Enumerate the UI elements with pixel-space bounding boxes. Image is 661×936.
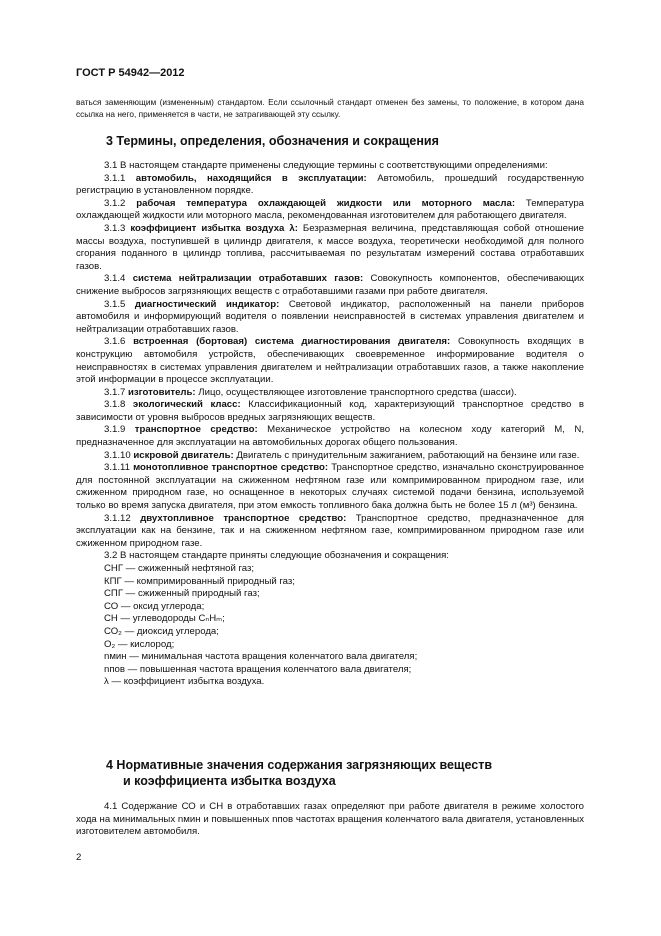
- abbreviation-item: λ — коэффициент избытка воздуха.: [104, 676, 265, 688]
- term-text: Безразмерная величина, представляющая собой отношение массы воздуха, поступившей в цилиндр двигателя, к массе воздуха, теоретически необходимой для полного сгорания поданного в цилиндр топлива, рассчитываемая по результатам измерений состава отработавших газов.: [76, 222, 585, 272]
- abbreviation-item: СО — оксид углерода;: [104, 600, 205, 612]
- abbreviations-list: [76, 563, 584, 689]
- term-name: двухтопливное транспортное средство:: [140, 512, 347, 524]
- term-definition: [76, 450, 584, 463]
- term-definition: [76, 462, 584, 512]
- term-name: транспортное средство:: [134, 424, 258, 436]
- abbreviation-item: СО₂ — диоксид углерода;: [104, 625, 219, 637]
- paragraph-3-1: 3.1 В настоящем стандарте применены следующие термины с соответствующими определениями:: [104, 160, 548, 171]
- term-number: 3.1.10: [104, 449, 131, 461]
- term-number: 3.1.4: [104, 273, 126, 285]
- term-text: Автомобиль, прошедший государственную регистрацию в установленном порядке.: [76, 172, 585, 197]
- term-name: рабочая температура охлаждающей жидкости или моторного масла:: [136, 197, 516, 209]
- term-number: 3.1.7: [104, 386, 126, 398]
- term-definition: [76, 223, 584, 273]
- term-name: система нейтрализации отработавших газов:: [132, 273, 364, 285]
- terms-list: [76, 173, 584, 551]
- abbreviation-item: nпов — повышенная частота вращения коленчатого вала двигателя;: [104, 663, 412, 675]
- term-definition: [76, 399, 584, 424]
- term-text: Совокупность компонентов, обеспечивающих снижение выбросов загрязняющих веществ с отработавшими газами при работе двигателя.: [76, 273, 584, 297]
- term-definition: [76, 336, 584, 386]
- abbreviation-item: СНГ — сжиженный нефтяной газ;: [104, 563, 255, 574]
- section-4-title-line-1: 4 Нормативные значения содержания загрязняющих веществ: [106, 758, 493, 772]
- page-number: 2: [76, 852, 82, 863]
- term-definition: [76, 198, 584, 223]
- section-4-title-line-2: и коэффициента избытка воздуха: [123, 774, 336, 788]
- section-3-title: 3 Термины, определения, обозначения и сокращения: [106, 134, 439, 148]
- document-header: ГОСТ Р 54942—2012: [76, 67, 185, 79]
- term-name: встроенная (бортовая) система диагностирования двигателя:: [133, 336, 451, 348]
- term-text: Лицо, осуществляющее изготовление транспортного средства (шасси).: [198, 386, 517, 398]
- term-text: Двигатель с принудительным зажиганием, работающий на бензине или газе.: [236, 449, 580, 461]
- term-name: диагностический индикатор:: [134, 298, 280, 310]
- abbreviation-item: СПГ — сжиженный природный газ;: [104, 588, 260, 600]
- term-text: Классификационный код, характеризующий транспортное средство в зависимости от уровня выбросов вредных загрязняющих веществ.: [76, 399, 584, 423]
- term-number: 3.1.2: [104, 197, 126, 209]
- term-definition: [76, 387, 584, 400]
- term-name: искровой двигатель:: [133, 449, 234, 461]
- term-number: 3.1.3: [104, 222, 126, 234]
- term-name: экологический класс:: [132, 399, 241, 411]
- term-number: 3.1.6: [104, 336, 126, 348]
- term-definition: [76, 173, 584, 198]
- term-text: Температура охлаждающей жидкости или моторного масла, рекомендованная изготовителем для работающего двигателя.: [76, 197, 584, 222]
- term-text: Транспортное средство, изначально сконструированное для постоянной эксплуатации на сжиженном нефтяном газе или компримированном природном газе, или сжиженном природном газе, но оснащенное в некоторых случаях системой подачи бензина, используемой только во время запуска двигателя, при этом емкость топливного бака должна быть не более 15 л (м³) бензина.: [76, 462, 584, 512]
- abbreviation-item: СН — углеводороды CₙHₘ;: [104, 613, 225, 625]
- term-definition: [76, 299, 584, 337]
- section-4-body: [76, 801, 584, 839]
- section-3-body: [76, 160, 584, 689]
- abbreviation-item: О₂ — кислород;: [104, 638, 175, 650]
- term-number: 3.1.12: [104, 512, 131, 524]
- term-name: монотопливное транспортное средство:: [133, 462, 329, 474]
- intro-paragraph: ваться заменяющим (измененным) стандартом. Если ссылочный стандарт отменен без замены, то положение, в котором дана ссылка на него, применяется в части, не затрагивающей эту ссылку.: [76, 97, 584, 119]
- term-text: Совокупность входящих в конструкцию автомобиля устройств, обеспечивающих своевременное информирование водителя о неисправностях в системах управления двигателем и нейтрализации отработавших газов, а также накопление этой информации в процессе эксплуатации.: [76, 336, 584, 386]
- paragraph-4-1: 4.1 Содержание СО и СН в отработавших газах определяют при работе двигателя в режиме холостого хода на минимальных nмин и повышенных nпов частотах вращения коленчатого вала двигателя, установленных изготовителем автомобиля.: [76, 801, 584, 838]
- term-number: 3.1.5: [104, 298, 126, 310]
- term-text: Световой индикатор, расположенный на панели приборов автомобиля и информирующий водителя о появлении неисправностей в системах управления двигателем и нейтрализации отработавших газов.: [76, 298, 584, 335]
- term-definition: [76, 513, 584, 551]
- term-text: Механическое устройство на колесном ходу категорий M, N, предназначенное для эксплуатации на автомобильных дорогах общего пользования.: [76, 424, 585, 449]
- term-name: автомобиль, находящийся в эксплуатации:: [135, 172, 367, 184]
- abbreviation-item: КПГ — компримированный природный газ;: [104, 575, 295, 587]
- section-4-title: [106, 757, 492, 789]
- term-number: 3.1.8: [104, 399, 126, 411]
- term-name: коэффициент избытка воздуха λ:: [130, 222, 298, 234]
- term-number: 3.1.9: [104, 424, 126, 436]
- term-definition: [76, 273, 584, 298]
- abbreviation-item: nмин — минимальная частота вращения коленчатого вала двигателя;: [104, 651, 418, 663]
- term-name: изготовитель:: [128, 386, 196, 398]
- term-number: 3.1.11: [104, 462, 130, 474]
- paragraph-3-2: 3.2 В настоящем стандарте приняты следующие обозначения и сокращения:: [104, 550, 449, 562]
- term-number: 3.1.1: [104, 172, 126, 184]
- term-text: Транспортное средство, предназначенное для эксплуатации как на бензине, так и на сжиженном нефтяном газе, компримированном природном газе или сжиженном природном газе.: [76, 512, 584, 549]
- term-definition: [76, 424, 584, 449]
